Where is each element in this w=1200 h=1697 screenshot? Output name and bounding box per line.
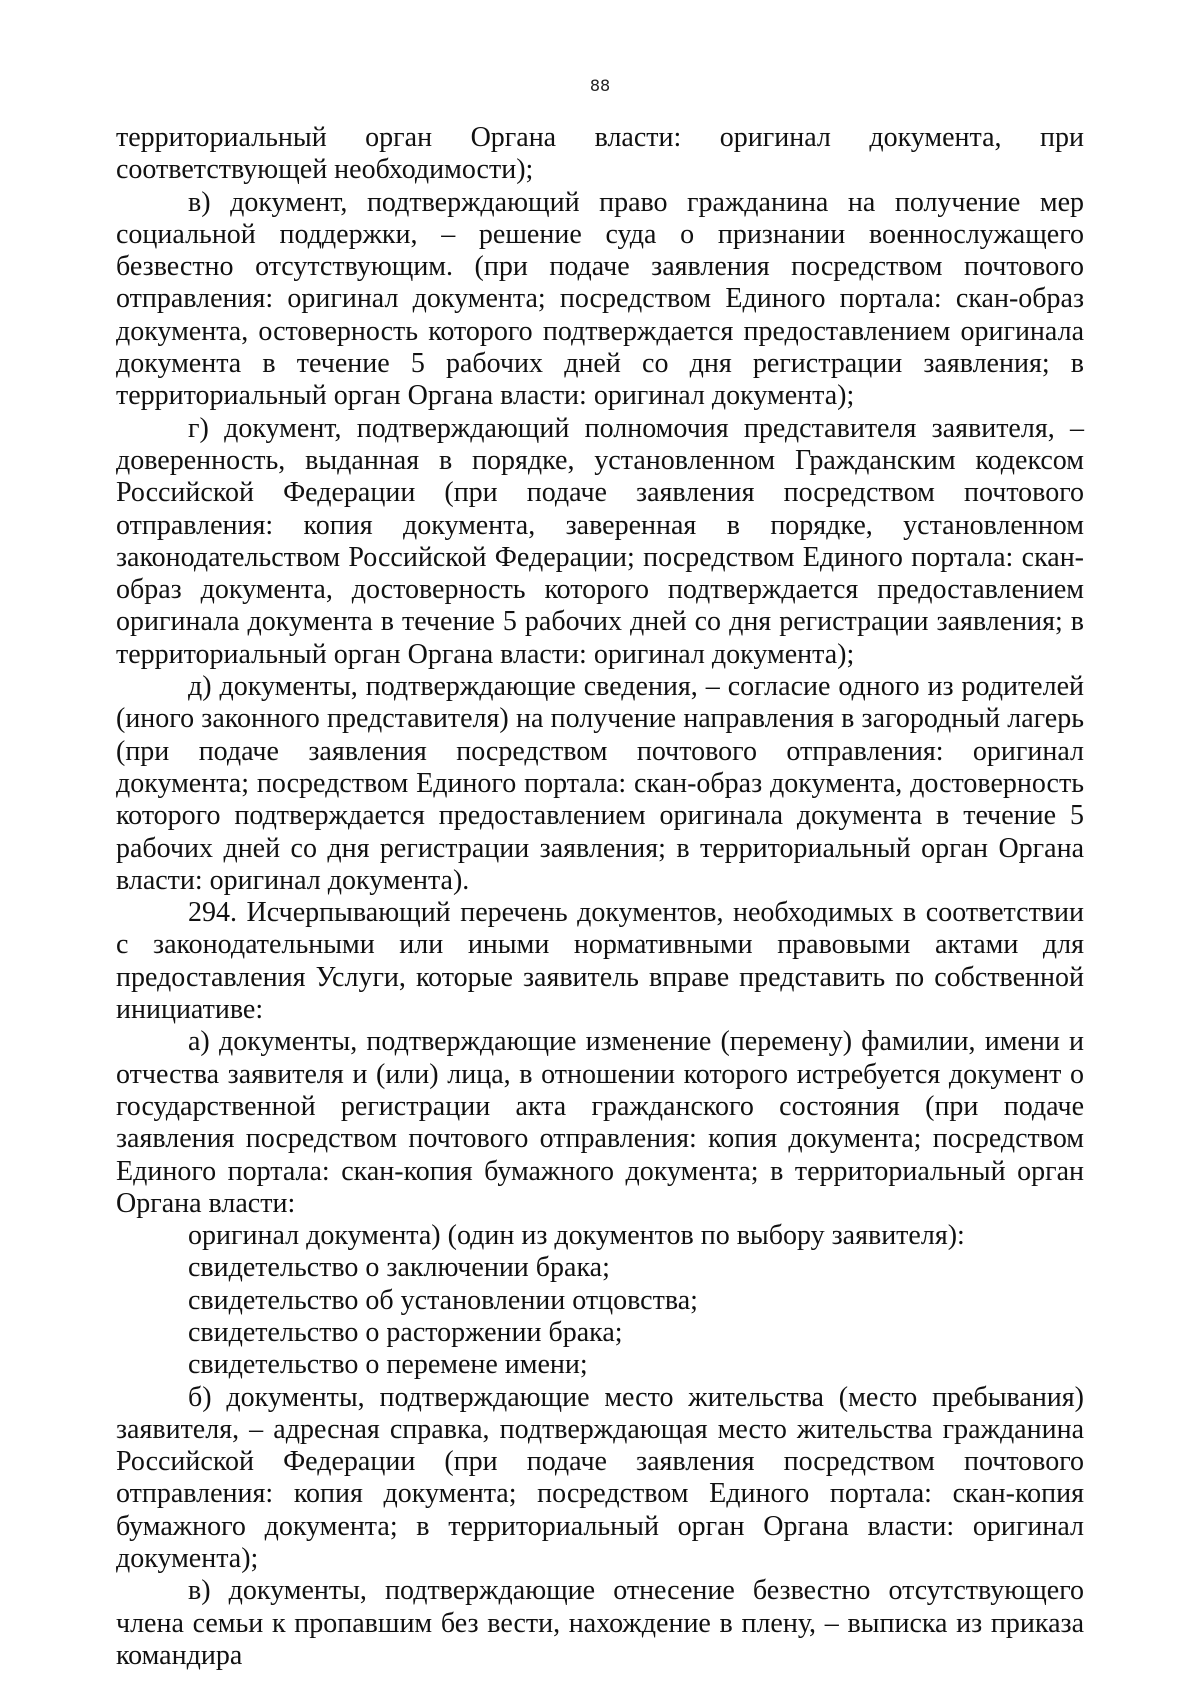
paragraph-item-a: а) документы, подтверждающие изменение (перемену) фамилии, имени и отчества заявителя и (или) лица, в отношении которого истребуется документ о государственной регистрации акта гражданского состояния (при подаче заявления посредством почтового отправления: копия документа; посредством Единого портала: скан-копия бумажного документа; в территориальный орган Органа власти:: [116, 1026, 1084, 1219]
list-item-marriage: свидетельство о заключении брака;: [188, 1252, 610, 1284]
page-number: 88: [589, 76, 611, 95]
paragraph-294: 294. Исчерпывающий перечень документов, необходимых в соответствии с законодательными или иными нормативными правовыми актами для предоставления Услуги, которые заявитель вправе представить по собственной инициативе:: [116, 897, 1084, 1026]
paragraph-item-v2: в) документы, подтверждающие отнесение безвестно отсутствующего члена семьи к пропавшим без вести, нахождение в плену, – выписка из приказа командира: [116, 1575, 1084, 1671]
paragraph-item-b: б) документы, подтверждающие место жительства (место пребывания) заявителя, – адресная справка, подтверждающая место жительства гражданина Российской Федерации (при подаче заявления посредством почтового отправления: копия документа; посредством Единого портала: скан-копия бумажного документа; в территориальный орган Органа власти: оригинал документа);: [116, 1381, 1084, 1575]
list-item-divorce: свидетельство о расторжении брака;: [188, 1316, 623, 1348]
list-item-paternity: свидетельство об установлении отцовства;: [188, 1284, 698, 1316]
paragraph-item-g: г) документ, подтверждающий полномочия представителя заявителя, – доверенность, выданная в порядке, установленном Гражданским кодексом Российской Федерации (при подаче заявления посредством почтового отправления: копия документа, заверенная в порядке, установленном законодательством Российской Федерации; посредством Единого портала: скан-образ документа, достоверность которого подтверждается предоставлением оригинала документа в течение 5 рабочих дней со дня регистрации заявления; в территориальный орган Органа власти: оригинал документа);: [116, 412, 1084, 670]
paragraph-continuation: территориальный орган Органа власти: оригинал документа, при соответствующей необходимости);: [116, 122, 1084, 186]
document-body: [116, 122, 1084, 1672]
paragraph-item-d: д) документы, подтверждающие сведения, – согласие одного из родителей (иного законного представителя) на получение направления в загородный лагерь (при подаче заявления посредством почтового отправления: оригинал документа; посредством Единого портала: скан-образ документа, достоверность которого подтверждается предоставлением оригинала документа в течение 5 рабочих дней со дня регистрации заявления; в территориальный орган Органа власти: оригинал документа).: [116, 671, 1084, 896]
paragraph-item-v: в) документ, подтверждающий право гражданина на получение мер социальной поддержки, – решение суда о признании военнослужащего безвестно отсутствующим. (при подаче заявления посредством почтового отправления: оригинал документа; посредством Единого портала: скан-образ документа, остоверность которого подтверждается предоставлением оригинала документа в течение 5 рабочих дней со дня регистрации заявления; в территориальный орган Органа власти: оригинал документа);: [116, 186, 1084, 412]
list-item-name-change: свидетельство о перемене имени;: [188, 1349, 588, 1381]
list-line-original: оригинал документа) (один из документов по выбору заявителя):: [188, 1220, 965, 1252]
